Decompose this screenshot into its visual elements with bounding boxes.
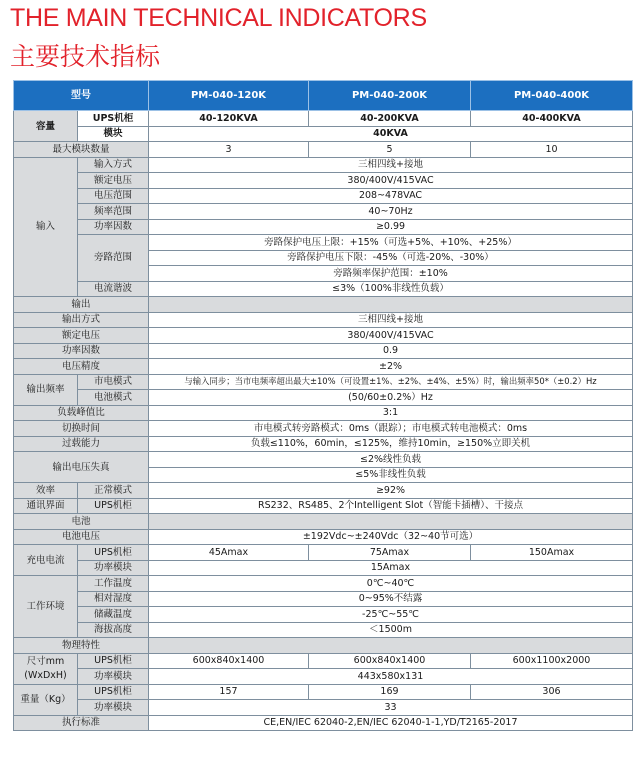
charge-1: 45Amax	[149, 545, 309, 561]
header-model: 型号	[14, 81, 149, 111]
env-temp-value: 0℃~40℃	[149, 576, 633, 592]
table-row	[14, 607, 633, 623]
table-row	[14, 715, 633, 731]
battery-voltage-value: ±192Vdc~±240Vdc（32~40节可选）	[149, 529, 633, 545]
env-storage-label: 储藏温度	[78, 607, 149, 623]
env-humidity-value: 0~95%不结露	[149, 591, 633, 607]
table-row	[14, 157, 633, 173]
standard-value: CE,EN/IEC 62040-2,EN/IEC 62040-1-1,YD/T2165-2017	[149, 715, 633, 731]
table-row	[14, 498, 633, 514]
input-voltage-range-value: 208~478VAC	[149, 188, 633, 204]
weight-2: 169	[309, 684, 471, 700]
battery-voltage-label: 电池电压	[14, 529, 149, 545]
input-thd-value: ≤3%（100%非线性负载）	[149, 281, 633, 297]
table-row	[14, 188, 633, 204]
input-voltage-range-label: 电压范围	[78, 188, 149, 204]
output-power-factor-value: 0.9	[149, 343, 633, 359]
table-row	[14, 359, 633, 375]
charge-label: 充电电流	[14, 545, 78, 576]
input-freq-range-value: 40~70Hz	[149, 204, 633, 220]
size-label: 尺寸mm (WxDxH)	[14, 653, 78, 684]
size-module-value: 443x580x131	[149, 669, 633, 685]
efficiency-mode: 正常模式	[78, 483, 149, 499]
weight-ups-label: UPS机柜	[78, 684, 149, 700]
physical-section-fill	[149, 638, 633, 654]
table-row	[14, 219, 633, 235]
output-mode-value: 三相四线+接地	[149, 312, 633, 328]
table-row	[14, 312, 633, 328]
input-bypass-freq: 旁路频率保护范围：±10%	[149, 266, 633, 282]
table-row	[14, 235, 633, 251]
comm-device: UPS机柜	[78, 498, 149, 514]
header-model-2: PM-040-200K	[309, 81, 471, 111]
output-freq-mains-label: 市电模式	[78, 374, 149, 390]
weight-module-value: 33	[149, 700, 633, 716]
env-storage-value: -25℃~55℃	[149, 607, 633, 623]
table-row	[14, 560, 633, 576]
output-mode-label: 输出方式	[14, 312, 149, 328]
table-row	[14, 452, 633, 468]
weight-3: 306	[471, 684, 633, 700]
capacity-ups-label: UPS机柜	[78, 111, 149, 127]
overload-value: 负载≤110%，60min，≤125%，维持10min，≥150%立即关机	[149, 436, 633, 452]
table-row	[14, 328, 633, 344]
max-modules-label: 最大模块数量	[14, 142, 149, 158]
capacity-label: 容量	[14, 111, 78, 142]
table-row	[14, 173, 633, 189]
output-freq-battery-value: (50/60±0.2%）Hz	[149, 390, 633, 406]
overload-label: 过载能力	[14, 436, 149, 452]
input-bypass-range-label: 旁路范围	[78, 235, 149, 282]
output-section-fill	[149, 297, 633, 313]
table-row	[14, 374, 633, 390]
table-row	[14, 684, 633, 700]
standard-label: 执行标准	[14, 715, 149, 731]
capacity-module-label: 模块	[78, 126, 149, 142]
env-temp-label: 工作温度	[78, 576, 149, 592]
output-freq-battery-label: 电池模式	[78, 390, 149, 406]
distortion-label: 输出电压失真	[14, 452, 149, 483]
charge-2: 75Amax	[309, 545, 471, 561]
switch-time-label: 切换时间	[14, 421, 149, 437]
output-freq-mains-value: 与输入同步；当市电频率超出最大±10%（可设置±1%、±2%、±4%、±5%）时，输出频率50*（±0.2）Hz	[149, 374, 633, 390]
spec-table	[13, 80, 633, 731]
table-row	[14, 281, 633, 297]
max-modules-1: 3	[149, 142, 309, 158]
capacity-3: 40-400KVA	[471, 111, 633, 127]
table-row	[14, 700, 633, 716]
header-model-1: PM-040-120K	[149, 81, 309, 111]
table-row	[14, 576, 633, 592]
output-freq-label: 输出频率	[14, 374, 78, 405]
env-altitude-value: ＜1500m	[149, 622, 633, 638]
size-module-label: 功率模块	[78, 669, 149, 685]
table-row	[14, 669, 633, 685]
comm-label: 通讯界面	[14, 498, 78, 514]
capacity-2: 40-200KVA	[309, 111, 471, 127]
output-rated-voltage-value: 380/400V/415VAC	[149, 328, 633, 344]
charge-ups-label: UPS机柜	[78, 545, 149, 561]
distortion-nonlinear: ≤5%非线性负载	[149, 467, 633, 483]
size-2: 600x840x1400	[309, 653, 471, 669]
table-row	[14, 204, 633, 220]
table-row	[14, 622, 633, 638]
weight-module-label: 功率模块	[78, 700, 149, 716]
capacity-module-value: 40KVA	[149, 126, 633, 142]
size-1: 600x840x1400	[149, 653, 309, 669]
environment-label: 工作环境	[14, 576, 78, 638]
table-header-row	[14, 81, 633, 111]
weight-label: 重量（Kg）	[14, 684, 78, 715]
table-row	[14, 436, 633, 452]
output-rated-voltage-label: 额定电压	[14, 328, 149, 344]
env-altitude-label: 海拔高度	[78, 622, 149, 638]
input-power-factor-label: 功率因数	[78, 219, 149, 235]
page-title-cn: 主要技术指标	[10, 42, 161, 71]
input-freq-range-label: 频率范围	[78, 204, 149, 220]
crest-factor-label: 负载峰值比	[14, 405, 149, 421]
table-row	[14, 297, 633, 313]
efficiency-value: ≥92%	[149, 483, 633, 499]
input-label: 输入	[14, 157, 78, 297]
input-mode-value: 三相四线+接地	[149, 157, 633, 173]
table-row	[14, 529, 633, 545]
input-rated-voltage-value: 380/400V/415VAC	[149, 173, 633, 189]
size-3: 600x1100x2000	[471, 653, 633, 669]
output-voltage-precision-value: ±2%	[149, 359, 633, 375]
page-title-en: THE MAIN TECHNICAL INDICATORS	[10, 4, 427, 32]
max-modules-3: 10	[471, 142, 633, 158]
env-humidity-label: 相对湿度	[78, 591, 149, 607]
output-voltage-precision-label: 电压精度	[14, 359, 149, 375]
max-modules-2: 5	[309, 142, 471, 158]
size-ups-label: UPS机柜	[78, 653, 149, 669]
input-power-factor-value: ≥0.99	[149, 219, 633, 235]
charge-module-value: 15Amax	[149, 560, 633, 576]
output-section-label: 输出	[14, 297, 149, 313]
distortion-linear: ≤2%线性负载	[149, 452, 633, 468]
battery-section-label: 电池	[14, 514, 149, 530]
switch-time-value: 市电模式转旁路模式：0ms（跟踪）；市电模式转电池模式：0ms	[149, 421, 633, 437]
efficiency-label: 效率	[14, 483, 78, 499]
table-row	[14, 483, 633, 499]
charge-3: 150Amax	[471, 545, 633, 561]
charge-module-label: 功率模块	[78, 560, 149, 576]
table-row	[14, 638, 633, 654]
table-row	[14, 390, 633, 406]
input-bypass-upper: 旁路保护电压上限：+15%（可选+5%、+10%、+25%）	[149, 235, 633, 251]
table-row	[14, 545, 633, 561]
table-row	[14, 514, 633, 530]
table-row	[14, 111, 633, 127]
input-thd-label: 电流谐波	[78, 281, 149, 297]
table-row	[14, 653, 633, 669]
physical-section-label: 物理特性	[14, 638, 149, 654]
table-row	[14, 142, 633, 158]
input-mode-label: 输入方式	[78, 157, 149, 173]
input-bypass-lower: 旁路保护电压下限：-45%（可选-20%、-30%）	[149, 250, 633, 266]
output-power-factor-label: 功率因数	[14, 343, 149, 359]
weight-1: 157	[149, 684, 309, 700]
capacity-1: 40-120KVA	[149, 111, 309, 127]
table-row	[14, 343, 633, 359]
crest-factor-value: 3:1	[149, 405, 633, 421]
table-row	[14, 421, 633, 437]
battery-section-fill	[149, 514, 633, 530]
input-rated-voltage-label: 额定电压	[78, 173, 149, 189]
comm-value: RS232、RS485、2个Intelligent Slot（智能卡插槽）、干接点	[149, 498, 633, 514]
header-model-3: PM-040-400K	[471, 81, 633, 111]
table-row	[14, 591, 633, 607]
table-row	[14, 126, 633, 142]
table-row	[14, 405, 633, 421]
